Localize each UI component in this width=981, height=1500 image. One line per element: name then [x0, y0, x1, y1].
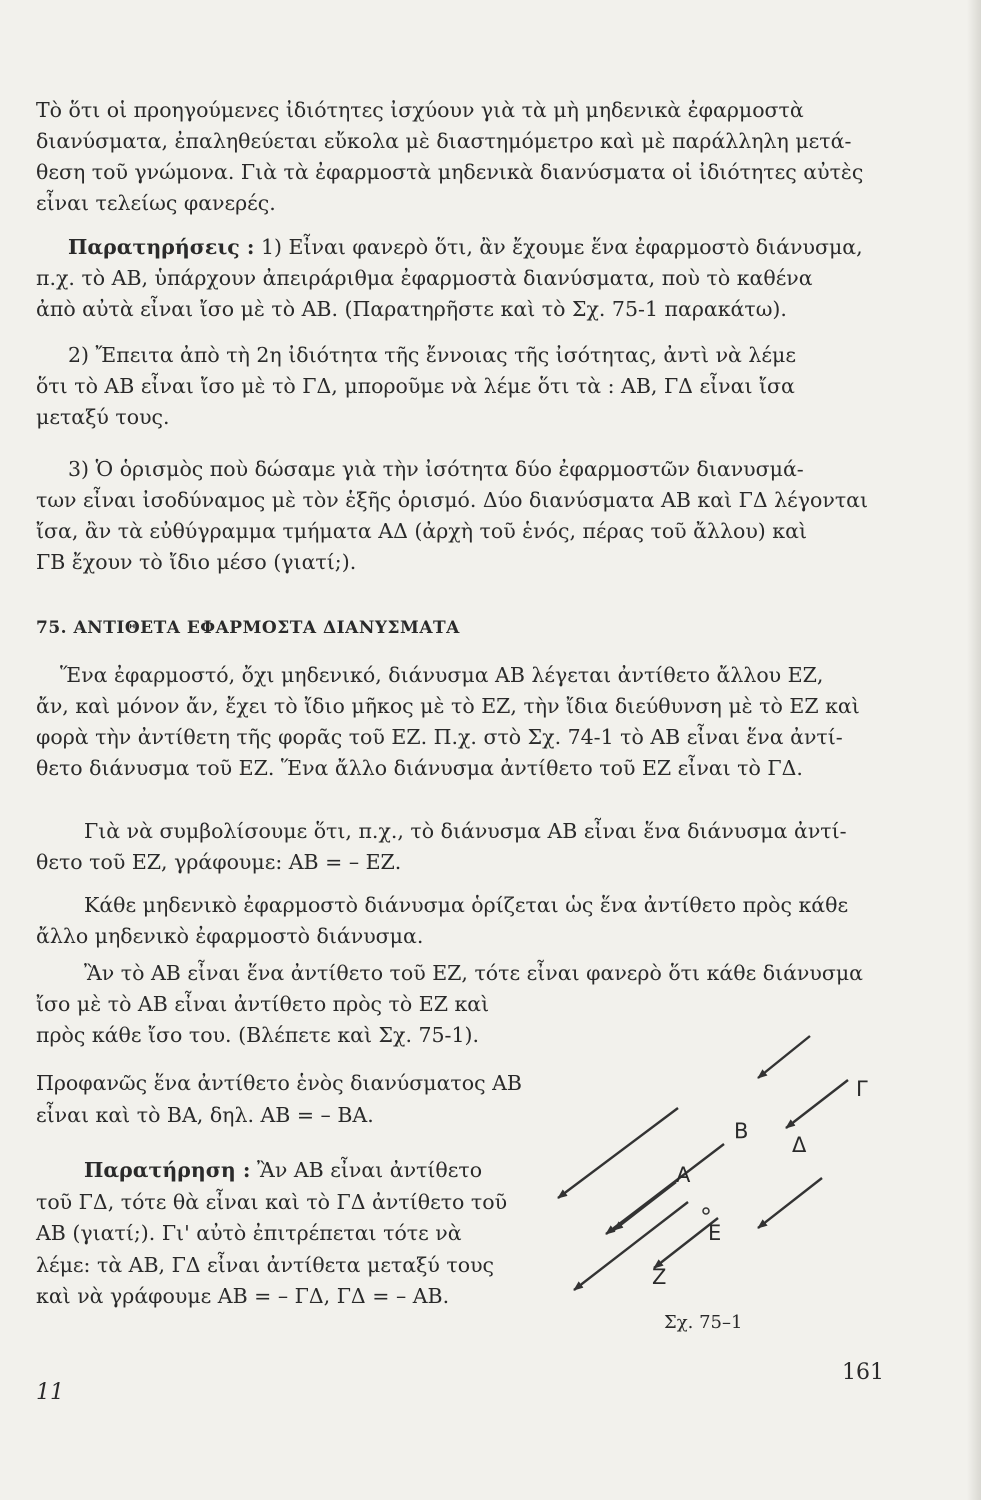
text-line: των εἶναι ἰσοδύναμος μὲ τὸν ἑξῆς ὁρισμό. Δύο διανύσματα AB καὶ ΓΔ λέγονται [36, 488, 869, 512]
text-line [36, 1155, 546, 1187]
text-line: Ἂν τὸ AB εἶναι ἕνα ἀντίθετο τοῦ ΕΖ, τότε εἶναι φανερὸ ὅτι κάθε διάνυσμα [84, 961, 864, 985]
text-line: ἴσα, ἂν τὰ εὐθύγραμμα τμήματα ΑΔ (ἀρχὴ τοῦ ἑνός, πέρας τοῦ ἄλλου) καὶ [36, 519, 807, 543]
figure-caption: Σχ. 75–1 [664, 1312, 743, 1333]
vector-arrow [558, 1108, 678, 1198]
text-line: θετο τοῦ ΕΖ, γράφουμε: AB = – ΕΖ. [36, 850, 402, 874]
text-line: πρὸς κάθε ἴσο του. (Βλέπετε καὶ Σχ. 75-1). [36, 1023, 480, 1047]
text-line: AB (γιατί;). Γι' αὐτὸ ἐπιτρέπεται τότε νὰ [36, 1221, 462, 1245]
page-edge-shadow [967, 0, 981, 1500]
label-delta: Δ [792, 1133, 807, 1157]
label-zeta: Ζ [652, 1265, 667, 1289]
label-gamma: Γ [856, 1077, 868, 1101]
text-line: ἴσο μὲ τὸ AB εἶναι ἀντίθετο πρὸς τὸ ΕΖ καὶ [36, 992, 490, 1016]
text-line: εἶναι καὶ τὸ BA, δηλ. AB = – BA. [36, 1102, 374, 1127]
text-line: λέμε: τὰ AB, ΓΔ εἶναι ἀντίθετα μεταξύ τους [36, 1252, 495, 1277]
paragraph-obvious [36, 1068, 546, 1131]
text-line: θετο διάνυσμα τοῦ ΕΖ. Ἕνα ἄλλο διάνυσμα ἀντίθετο τοῦ ΕΖ εἶναι τὸ ΓΔ. [36, 756, 803, 780]
text-line: Ἕνα ἐφαρμοστό, ὄχι μηδενικό, διάνυσμα AB λέγεται ἀντίθετο ἄλλου ΕΖ, [60, 663, 824, 687]
paragraph-remark-3 [36, 454, 876, 578]
text-line: τοῦ ΓΔ, τότε θὰ εἶναι καὶ τὸ ΓΔ ἀντίθετο τοῦ [36, 1189, 508, 1214]
paragraph-definition [36, 660, 876, 784]
text-line: καὶ νὰ γράφουμε AB = – ΓΔ, ΓΔ = – AB. [36, 1284, 450, 1308]
text-line: ὅτι τὸ AB εἶναι ἴσο μὲ τὸ ΓΔ, μποροῦμε νὰ λέμε ὅτι τὰ : AB, ΓΔ εἶναι ἴσα [36, 374, 795, 398]
text-line: ἄν, καὶ μόνον ἄν, ἔχει τὸ ἴδιο μῆκος μὲ τὸ ΕΖ, τὴν ἴδια διεύθυνση μὲ τὸ ΕΖ καὶ [36, 694, 860, 718]
label-epsilon: Ε [708, 1221, 722, 1245]
text-line: 3) Ὁ ὁρισμὸς ποὺ δώσαμε γιὰ τὴν ἰσότητα δύο ἐφαρμοστῶν διανυσμά- [68, 457, 804, 481]
text-line: Τὸ ὅτι οἱ προηγούμενες ἰδιότητες ἰσχύουν γιὰ τὰ μὴ μηδενικὰ ἐφαρμοστὰ [36, 98, 804, 122]
signature-mark: 11 [36, 1380, 64, 1405]
paragraph-remark [36, 1155, 546, 1313]
text-line: ἀπὸ αὐτὰ εἶναι ἴσο μὲ τὸ AB. (Παρατηρῆστε καὶ τὸ Σχ. 75-1 παρακάτω). [36, 297, 787, 321]
paragraph-properties-intro [36, 95, 876, 219]
paragraph-remark-2 [36, 340, 876, 433]
remark-1-start: 1) Εἶναι φανερὸ ὅτι, ἂν ἔχουμε ἕνα ἐφαρμοστὸ διάνυσμα, [261, 235, 863, 259]
text-line: θεση τοῦ γνώμονα. Γιὰ τὰ ἐφαρμοστὰ μηδενικὰ διανύσματα οἱ ἰδιότητες αὐτὲς [36, 160, 864, 184]
text-line: π.χ. τὸ AB, ὑπάρχουν ἀπειράριθμα ἐφαρμοστὰ διανύσματα, ποὺ τὸ καθένα [36, 266, 813, 290]
figure-opposite-vectors [548, 1022, 888, 1342]
text-line: Γιὰ νὰ συμβολίσουμε ὅτι, π.χ., τὸ διάνυσμα AB εἶναι ἕνα διάνυσμα ἀντί- [84, 819, 847, 843]
remark-label: Παρατήρηση : [84, 1158, 251, 1182]
text-line: φορὰ τὴν ἀντίθετη τῆς φορᾶς τοῦ ΕΖ. Π.χ. στὸ Σχ. 74-1 τὸ AB εἶναι ἕνα ἀντί- [36, 725, 843, 749]
vector-arrow [614, 1182, 676, 1230]
vector-arrow [758, 1178, 822, 1228]
text-line: Προφανῶς ἕνα ἀντίθετο ἑνὸς διανύσματος AB [36, 1071, 522, 1095]
vector-arrow [758, 1036, 810, 1078]
paragraph-remarks [36, 232, 876, 325]
text-line: εἶναι τελείως φανερές. [36, 191, 276, 215]
text-line [36, 232, 876, 263]
section-heading: 75. ΑΝΤΙΘΕΤΑ ΕΦΑΡΜΟΣΤΑ ΔΙΑΝΥΣΜΑΤΑ [36, 618, 460, 638]
point-e [703, 1208, 709, 1214]
vector-arrow [786, 1080, 848, 1128]
label-beta: Β [734, 1119, 749, 1143]
text-line: ΓΒ ἔχουν τὸ ἴδιο μέσο (γιατί;). [36, 550, 357, 574]
remarks-label: Παρατηρήσεις : [68, 235, 255, 259]
paragraph-zero-vectors [36, 890, 876, 952]
page-number: 161 [842, 1360, 884, 1385]
text-line: Κάθε μηδενικὸ ἐφαρμοστὸ διάνυσμα ὁρίζεται ὡς ἕνα ἀντίθετο πρὸς κάθε [84, 893, 849, 917]
text-line: 2) Ἔπειτα ἀπὸ τὴ 2η ἰδιότητα τῆς ἔννοιας τῆς ἰσότητας, ἀντὶ νὰ λέμε [68, 343, 796, 367]
text-line: μεταξύ τους. [36, 405, 170, 429]
paragraph-notation [36, 816, 876, 878]
text-line: διανύσματα, ἐπαληθεύεται εὔκολα μὲ διαστημόμετρο καὶ μὲ παράλληλη μετά- [36, 129, 852, 153]
remark-start: Ἂν AB εἶναι ἀντίθετο [257, 1158, 483, 1182]
text-line: ἄλλο μηδενικὸ ἐφαρμοστὸ διάνυσμα. [36, 924, 424, 948]
label-alpha: Α [676, 1163, 691, 1187]
